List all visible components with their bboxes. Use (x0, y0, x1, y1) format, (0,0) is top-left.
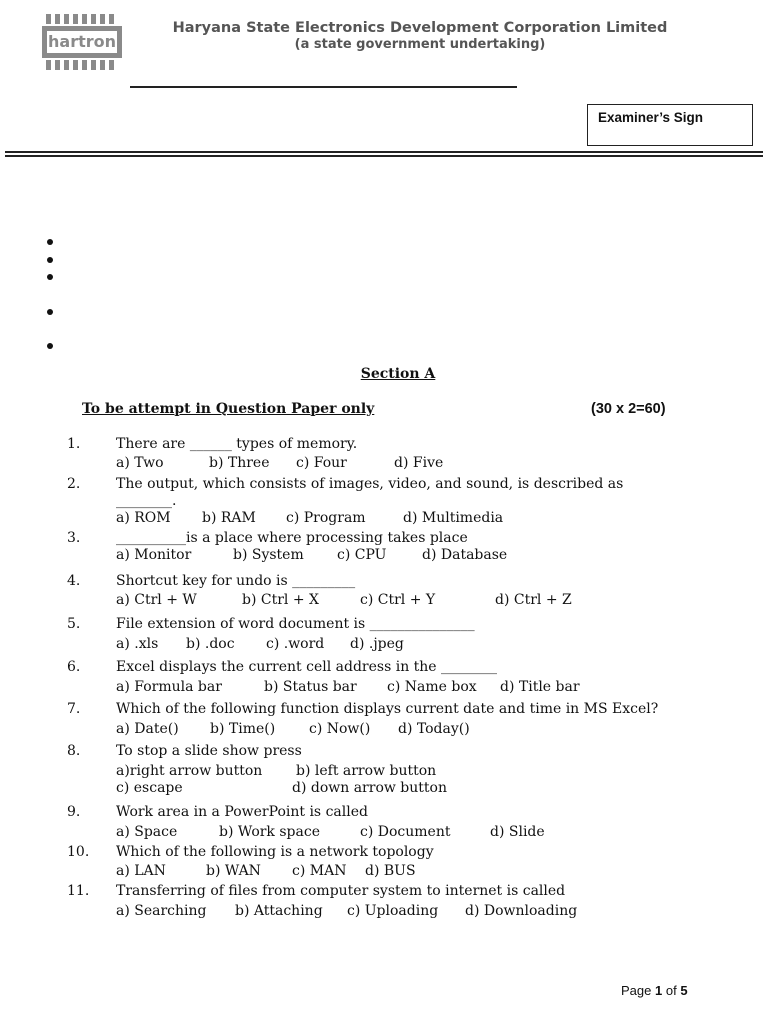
option-a: a) Formula bar (116, 679, 222, 695)
option-a: a) Date() (116, 721, 179, 737)
option-b: b) WAN (206, 863, 261, 879)
option-d: d) BUS (365, 863, 416, 879)
question-number: 9. (67, 804, 81, 820)
page-word: Page (621, 983, 652, 998)
header-divider-top (5, 151, 763, 153)
option-d: d) Slide (490, 824, 545, 840)
option-c: c) .word (266, 636, 325, 652)
question-number: 6. (67, 659, 81, 675)
option-d: d) down arrow button (292, 780, 447, 796)
question-number: 2. (67, 476, 81, 492)
option-c: c) Ctrl + Y (360, 592, 436, 608)
option-d: d) Today() (398, 721, 470, 737)
question-number: 1. (67, 436, 81, 452)
question-text: The output, which consists of images, video, and sound, is described as (116, 476, 624, 492)
page-of: of (665, 983, 677, 998)
option-a: a) ROM (116, 510, 171, 526)
option-c: c) MAN (292, 863, 347, 879)
option-b: b) .doc (186, 636, 235, 652)
option-a: a) Two (116, 455, 164, 471)
question-text: Excel displays the current cell address in the ________ (116, 659, 498, 675)
examiner-sign-label: Examiner’s Sign (598, 110, 704, 125)
option-b: b) Work space (219, 824, 320, 840)
option-b: b) System (233, 547, 304, 563)
svg-text:hartron: hartron (48, 32, 116, 51)
question-number: 8. (67, 743, 81, 759)
question-number: 5. (67, 616, 81, 632)
option-c: c) CPU (337, 547, 387, 563)
question-text: To stop a slide show press (116, 743, 302, 759)
option-b: b) Three (209, 455, 270, 471)
option-d: d) Title bar (500, 679, 580, 695)
option-c: c) escape (116, 780, 183, 796)
section-instruction: To be attempt in Question Paper only (82, 401, 375, 417)
option-a: a) Space (116, 824, 178, 840)
option-b: b) Time() (210, 721, 276, 737)
page-number (621, 983, 688, 998)
option-a: a) Ctrl + W (116, 592, 197, 608)
question-text: __________is a place where processing takes place (116, 530, 468, 546)
bullet-marker (47, 257, 53, 263)
option-a: a)right arrow button (116, 763, 263, 779)
question-number: 10. (67, 844, 90, 860)
question-text: Work area in a PowerPoint is called (116, 804, 368, 820)
option-c: c) Document (360, 824, 451, 840)
section-title: Section A (360, 366, 436, 382)
bullet-marker (47, 274, 53, 280)
option-d: d) Database (422, 547, 508, 563)
question-text: There are ______ types of memory. (116, 436, 358, 452)
option-d: d) Multimedia (403, 510, 504, 526)
option-a: a) .xls (116, 636, 159, 652)
option-d: d) Five (394, 455, 444, 471)
option-c: c) Program (286, 510, 366, 526)
option-a: a) LAN (116, 863, 166, 879)
question-text: Which of the following function displays current date and time in MS Excel? (116, 701, 659, 717)
question-number: 4. (67, 573, 81, 589)
page-current: 1 (655, 983, 663, 998)
hartron-logo (40, 14, 124, 70)
question-text: Transferring of files from computer system to internet is called (116, 883, 566, 899)
question-text: File extension of word document is _______________ (116, 616, 475, 632)
option-c: c) Now() (309, 721, 371, 737)
option-d: d) Downloading (465, 903, 578, 919)
organization-title: Haryana State Electronics Development Corporation Limited (172, 20, 668, 36)
option-b: b) RAM (202, 510, 256, 526)
option-d: d) Ctrl + Z (495, 592, 572, 608)
option-c: c) Uploading (347, 903, 439, 919)
option-b: b) left arrow button (296, 763, 437, 779)
examiner-sign-box (587, 104, 753, 146)
question-text: Which of the following is a network topology (116, 844, 434, 860)
option-c: c) Four (296, 455, 347, 471)
option-b: b) Status bar (264, 679, 357, 695)
option-b: b) Attaching (235, 903, 323, 919)
bullet-marker (47, 239, 53, 245)
question-number: 3. (67, 530, 81, 546)
option-c: c) Name box (387, 679, 477, 695)
header-divider-bottom (5, 155, 763, 157)
question-text: Shortcut key for undo is _________ (116, 573, 356, 589)
option-a: a) Monitor (116, 547, 192, 563)
option-b: b) Ctrl + X (242, 592, 319, 608)
title-underline (130, 86, 517, 88)
question-number: 11. (67, 883, 90, 899)
option-a: a) Searching (116, 903, 207, 919)
bullet-marker (47, 343, 53, 349)
page-total: 5 (680, 983, 688, 998)
organization-subtitle: (a state government undertaking) (294, 37, 546, 52)
option-d: d) .jpeg (350, 636, 404, 652)
bullet-marker (47, 309, 53, 315)
section-marks: (30 x 2=60) (591, 401, 666, 417)
question-number: 7. (67, 701, 81, 717)
question-text-continued: ________. (116, 493, 177, 509)
